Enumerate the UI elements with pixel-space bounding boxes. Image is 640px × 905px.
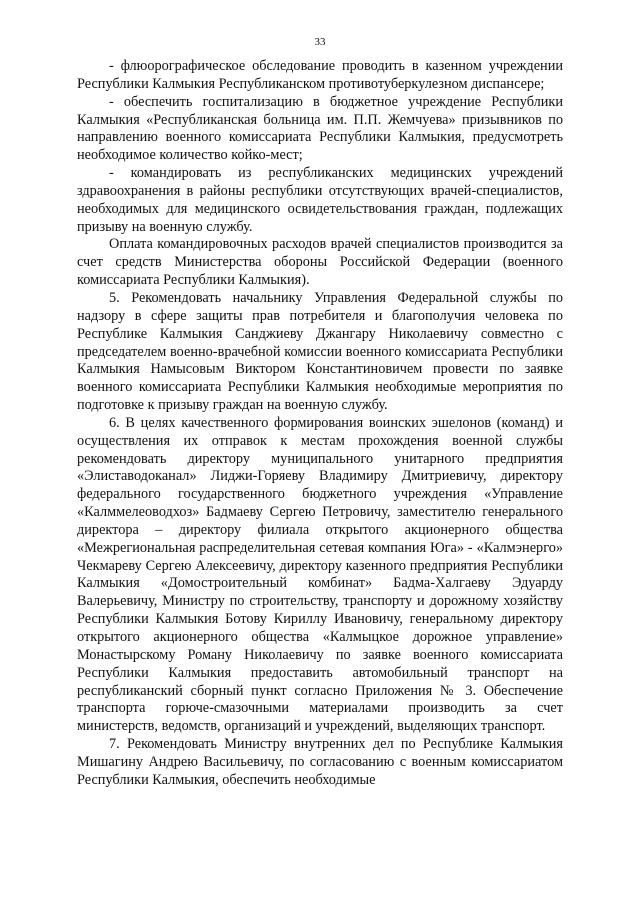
paragraph-fluorography: - флюорографическое обследование проводить в казенном учреждении Республики Калмыкия Республиканском противотуберкулезном диспансере; (77, 58, 563, 92)
paragraph-item-5: 5. Рекомендовать начальнику Управления Федеральной службы по надзору в сфере защиты прав потребителя и благополучия человека по Республике Калмыкия Санджиеву Джангару Николаевичу совместно с председателем военно-врачебной комиссии военного комиссариата Республики Калмыкия Намысовым Виктором Константиновичем провести по заявке военного комиссариата Республики Калмыкия необходимые мероприятия по подготовке к призыву граждан на военную службу. (77, 289, 563, 414)
document-body (77, 58, 563, 790)
paragraph-send-specialists: - командировать из республиканских медицинских учреждений здравоохранения в районы республики отсутствующих врачей-специалистов, необходимых для медицинского освидетельствования граждан, подлежащих призыву на военную службу. (77, 165, 563, 235)
paragraph-item-7: 7. Рекомендовать Министру внутренних дел по Республике Калмыкия Мишагину Андрею Васильевичу, по согласованию с военным комиссариатом Республики Калмыкия, обеспечить необходимые (77, 736, 563, 788)
paragraph-hospitalization: - обеспечить госпитализацию в бюджетное учреждение Республики Калмыкия «Республиканская больница им. П.П. Жемчуева» призывников по направлению военного комиссариата Республики Калмыкия, предусмотреть необходимое количество койко-мест; (77, 93, 563, 164)
paragraph-item-6: 6. В целях качественного формирования воинских эшелонов (команд) и осуществления их отправок к местам прохождения военной службы рекомендовать директору муниципального унитарного предприятия «Элиставодоканал» Лиджи-Горяеву Владимиру Дмитриевичу, директору федерального государственного бюджетного учреждения «Управление «Калммелеоводхоз» Бадмаеву Сергею Петровичу, заместителю генерального директора – директору филиала открытого акционерного общества «Межрегиональная распределительная сетевая компания Юга» - «Калмэнерго» Чекмареву Сергею Алексеевичу, директору казенного предприятия Республики Калмыкия «Домостроительный комбинат» Бадма-Халгаеву Эдуарду Валерьевичу, Министру по строительству, транспорту и дорожному хозяйству Республики Калмыкия Ботову Кириллу Ивановичу, генеральному директору открытого акционерного общества «Калмыцкое дорожное управление» Монастырскому Роману Николаевичу по заявке военного комиссариата Республики Калмыкия предоставить автомобильный транспорт на республиканский сборный пункт согласно Приложения № 3. Обеспечение транспорта горюче-смазочными материалами производить за счет министерств, ведомств, организаций и учреждений, выделяющих транспорт. (77, 414, 563, 735)
page-number: 33 (314, 36, 326, 48)
paragraph-expenses-payment: Оплата командировочных расходов врачей специалистов производится за счет средств Министерства обороны Российской Федерации (военного комиссариата Республики Калмыкия). (77, 236, 563, 289)
